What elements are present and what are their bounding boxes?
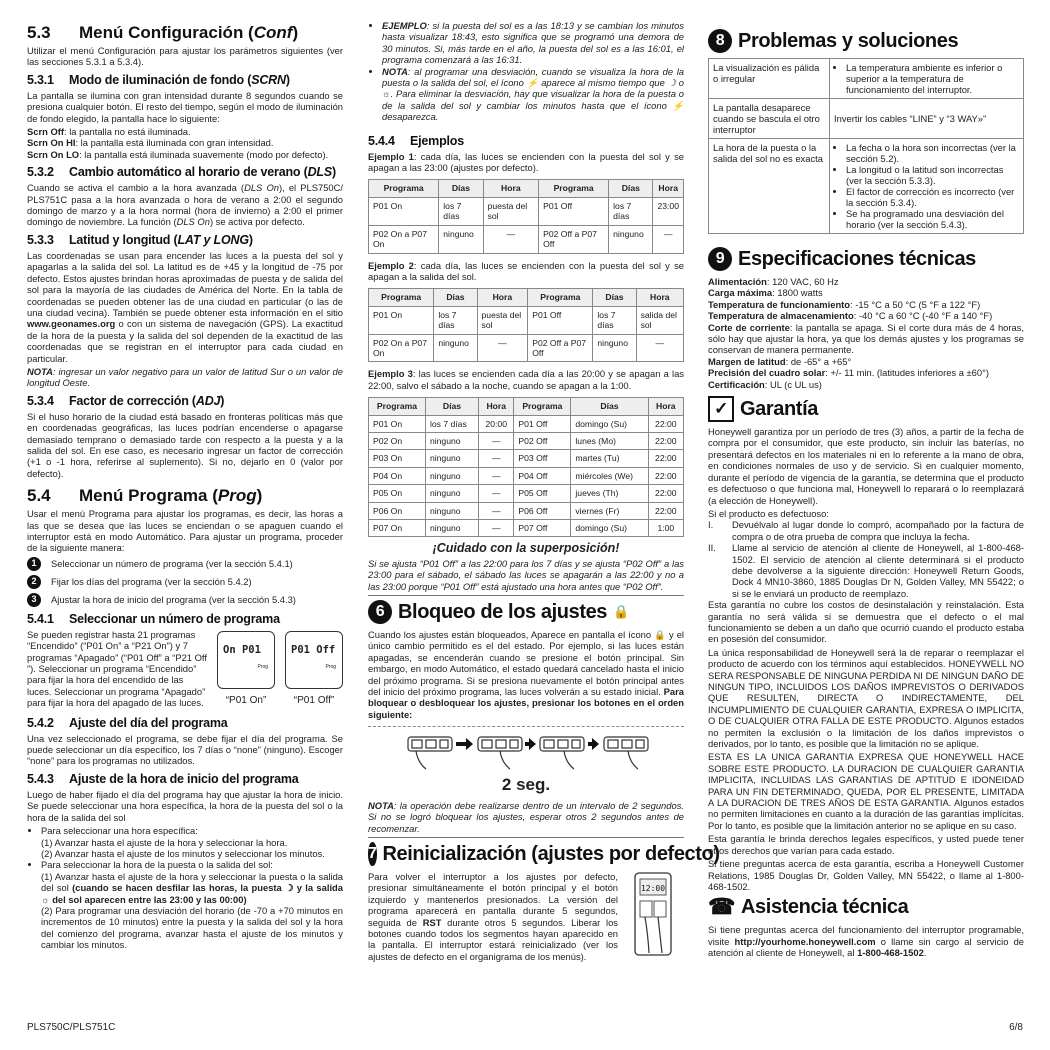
list-item: • Para seleccionar una hora específica: (1) Avanzar hasta el ajuste de la hora y seleccionar la hora. (2) Avanzar hasta el ajuste de los minutos y seleccionar los minutos. [41,825,343,859]
table-cell: puesta del sol [483,197,539,225]
problem-cell: La visualización es pálida o irregular [709,59,830,99]
list-item: • La temperatura ambiente es inferior o superior a la temperatura de funcionamiento del interruptor. [846,62,1019,95]
table-row [369,334,684,362]
table-cell: P02 On a P07 On [369,225,439,253]
warranty-step: II. Llame al servicio de atención al cliente de Honeywell, al 1-800-468-1502. El servicio de atención al cliente determinará si el producto debe devolverse a la siguiente dirección: Honeywell Return Goods, Dock 4 MN10-3860, 1885 Douglas Dr N, Golden Valley, MN 55422; o si se le enviará un producto de reemplazo. [708,542,1024,599]
table-row [369,415,684,432]
table-cell: ninguno [434,334,477,362]
heading-5-3: 5.3 Menú Configuración (Conf) [27,23,299,42]
spec-item: Margen de latitud: de -65° a +65° [708,355,852,367]
step-number-icon: 3 [27,593,41,607]
table-cell: P06 On [369,502,426,519]
table-header-row [369,398,684,415]
table-cell: viernes (Fr) [571,502,648,519]
problem-cell: La pantalla desaparece cuando se bascula el otro interruptor [709,99,830,139]
table-header-row [369,180,684,197]
table-cell: — [479,520,514,537]
table-row [369,225,684,253]
solution-cell [830,139,1024,234]
step-number-icon: 2 [27,575,41,589]
reset-block [368,871,684,964]
example-3-table [368,397,684,537]
table-cell: P05 Off [514,485,571,502]
middle-column [368,20,720,964]
support-link: http://yourhome.honeywell.com [734,935,876,947]
table-cell: 22:00 [648,415,683,432]
para-5-3-2: Cuando se activa el cambio a la hora avanzada (DLS On), el PLS750C/ PLS751C pasa a la hora avanzada o hora de verano a 2:00 el segundo domingo de marzo y a la hora normal (hora de invierno) a 2:00 el primer domingo de noviembre. La función (DLS On) se activa por defecto. [27,182,343,228]
lock-sequence-figure [368,726,684,793]
heading-5-3-4: 5.3.4 Factor de corrección (ADJ) [27,393,225,408]
heading-5-3-1: 5.3.1 Modo de iluminación de fondo (SCRN) [27,72,290,87]
geonames-link: www.geonames.org [27,318,116,330]
table-row [709,139,1024,234]
start-time-list [27,825,343,950]
list-item: • La longitud o la latitud son incorrectas (ver la sección 5.3.3). [846,164,1019,186]
table-row [369,502,684,519]
scrn-item: Scrn On HI: la pantalla está iluminada con gran intensidad. [27,137,274,149]
para-5-3-4: Si el huso horario de la ciudad está basado en fronteras políticas más que en coordenadas geográficas, las luces podrían encenderse o apagarse demasiado temprano o demasiado tarde con respecto a la puesta y a la salida del sol. En ese caso, es necesario ingresar un factor de corrección (+1 o -1 hora, referirse al suplemento). Si no, dejarlo en 0 (valor por defecto). [27,410,343,479]
table-cell: P02 Off a P07 Off [528,334,593,362]
step-number-icon: 1 [27,557,41,571]
table-cell: — [479,450,514,467]
step-item: 2 Fijar los días del programa (ver la sección 5.4.2) [27,575,343,589]
table-row [369,485,684,502]
list-item: • NOTA: al programar una desviación, cuando se visualiza la hora de la puesta o la salida del sol, el ícono ⚡ aparece al mismo tiempo que ☽ o ☼. Para eliminar la desviación, hay que visualizar la hora de la puesta o de la salida del sol y cambiar los minutos hasta que el ícono ⚡ desaparezca. [382,66,684,123]
para-6: Cuando los ajustes están bloqueados, Aparece en pantalla el ícono 🔒 y el único cambio permitido es el del estado. Por ejemplo, si las luces están apagadas, se encenderán cuando se presione el botón principal. Sin embargo, en modo Automático, el estado quedará cancelado hasta el inicio del próximo programa. Si se presiona nuevamente el botón principal antes del inicio del próximo programa, las luces volverán a su estado inicial. Para bloquear o desbloquear los ajustes, presionar los botones en el orden siguiente: [368,629,684,720]
table-cell: P01 On [369,415,426,432]
lock-icon: 🔒 [613,604,629,620]
table-cell: P01 On [369,197,439,225]
note-5-3-3: NOTA: ingresar un valor negativo para un valor de latitud Sur o un valor de longitud Oeste. [27,365,343,389]
warranty-steps [708,519,1024,599]
table-cell: salida del sol [636,306,683,334]
table-cell: domingo (Su) [571,415,648,432]
column-header: Hora [653,180,684,197]
specifications-list [708,276,1024,390]
table-cell: miércoles (We) [571,467,648,484]
table-cell: — [479,432,514,449]
table-cell: los 7 días [425,415,478,432]
table-cell: P01 Off [528,306,593,334]
lcd-screen-icon: On P01 Prog [217,631,275,689]
table-cell: jueves (Th) [571,485,648,502]
list-item: • EJEMPLO: si la puesta del sol es a las 18:13 y se cambian los minutos hasta visualizar 18:43, esto significa que se programó una demora de 30 minutos. Si, más tarde en el año, la puesta del sol es a las 16:01, el programa comenzará a las 16:31. [382,20,684,66]
table-cell: 23:00 [653,197,684,225]
heading-5-3-3: 5.3.3 Latitud y longitud (LAT y LONG) [27,232,253,247]
steps-list [27,557,343,607]
troubleshooting-table [708,58,1024,234]
heading-5-4-4: 5.4.4 Ejemplos [368,133,464,148]
heading-5-4-2: 5.4.2 Ajuste del día del programa [27,715,228,730]
table-cell: 20:00 [479,415,514,432]
table-cell: 22:00 [648,485,683,502]
table-cell: los 7 días [434,306,477,334]
table-row [369,197,684,225]
scrn-item: Scrn Off: la pantalla no está iluminada. [27,126,191,138]
column-header: Días [434,289,477,306]
section-number-icon: 6 [368,600,392,624]
example-1-text: Ejemplo 1: cada día, las luces se encienden con la puesta del sol y se apagan a las 23:00 (ajustes por defecto). [368,150,684,174]
column-header: Programa [369,289,434,306]
heading-6: 6 Bloqueo de los ajustes 🔒 [368,599,684,625]
example-2-table [368,288,684,362]
table-row [369,467,684,484]
solution-cell: Invertir los cables “LINE” y “3 WAY»” [830,99,1024,139]
overlap-warning: Si se ajusta “P01 Off” a las 22:00 para los 7 días y se ajusta “P02 Off” a las 23:00 para el sábado, el sábado las luces se apagarán a las 22:00 y no a las 23:00 porque “P01 Off” está ajustado una hora antes que “P02 Off”. [368,557,684,592]
offset-notes [368,20,684,123]
table-cell: 1:00 [648,520,683,537]
spec-item: Temperatura de funcionamiento: -15 °C a 50 °C (5 °F a 122 °F) [708,298,981,310]
table-cell: P02 Off a P07 Off [539,225,609,253]
column-header: Días [439,180,483,197]
para-5-4: Usar el menú Programa para ajustar los programas, es decir, las horas a las que se desea que las luces se enciendan o se apaguen cuando el interruptor está en modo Automático. Para ajustar un programa, proceder de la siguiente manera: [27,508,343,554]
example-1-table [368,179,684,253]
table-cell: — [479,485,514,502]
table-cell: lunes (Mo) [571,432,648,449]
table-cell: 22:00 [648,502,683,519]
table-cell: ninguno [609,225,653,253]
scrn-list [27,126,343,160]
list-item: • Para seleccionar la hora de la puesta o la salida del sol: (1) Avanzar hasta el ajuste de la hora y seleccionar la puesta o la salida del sol (cuando se hacen desfilar las horas, la puesta ☽ y la salida ☼ del sol aparecen entre las 23:00 y las 00:00) (2) Para programar una desviación del horario (de -70 a +70 minutos en incrementos de 10 minutos) entre la puesta y la salida del sol y la hora del comienzo del programa, avanzar hasta el ajuste de los minutos y cambiar los minutos. [41,859,343,950]
warranty-p5: ESTA ES LA UNICA GARANTIA EXPRESA QUE HONEYWELL HACE SOBRE ESTE PRODUCTO. LA DURACION DE CUALQUIER GARANTIA IMPLICITA, INCLUIDAS LAS GARANTIAS DE APTITUD E IDONEIDAD PARA UN FIN DETERMINADO, QUEDA, POR EL PRESENTE, LIMITADA A LA DURACION DE TRES AÑOS DE ESTA GARANTIA. Algunos estados no permiten limitaciones en cuanto a la duración de las garantías implícitas. Por lo tanto, es posible que la limitación anterior no se aplique en su caso. [708,751,1024,831]
reset-device-icon [626,871,680,959]
table-cell: los 7 días [593,306,636,334]
warranty-p3: Esta garantía no cubre los costos de desinstalación y reinstalación. Esta garantía no será válida si se demuestra que el defecto o el mal funcionamiento se deben a un daño que ocurrió cuando el producto estaba en posesión del consumidor. [708,599,1024,645]
lcd-screen-icon: P01 Off Prog [285,631,343,689]
example-2-text: Ejemplo 2: cada día, las luces se encienden con la puesta del sol y se apagan a la salida del sol. [368,259,684,282]
spec-item: Carga máxima: 1800 watts [708,287,823,299]
table-row [369,432,684,449]
column-header: Programa [514,398,571,415]
button-press-sequence-icon [368,731,684,773]
heading-5-4: 5.4 Menú Programa (Prog) [27,486,263,506]
footer-model: PLS750C/PLS751C [27,1022,116,1033]
column-header: Días [593,289,636,306]
table-cell: los 7 días [439,197,483,225]
spec-item: Precisión del cuadro solar: +/- 11 min. (latitudes inferiores a ±60°) [708,367,989,379]
column-header: Hora [648,398,683,415]
table-cell: P01 Off [539,197,609,225]
column-header: Programa [528,289,593,306]
spec-item: Temperatura de almacenamiento: -40 °C a 60 °C (-40 °F a 140 °F) [708,310,993,322]
table-cell: ninguno [425,467,478,484]
heading-warranty: ✓ Garantía [708,396,1024,422]
table-cell: ninguno [425,432,478,449]
telephone-icon: ☎ [708,894,736,920]
para-7: Para volver el interruptor a los ajustes por defecto, presionar simultáneamente el botón principal y el botón izquierdo y mantenerlos presionados. La versión del programa aparecerá en pantalla durante 5 segundos, seguida de RST durante otros 5 segundos. Liberar los botones cuando todos los segmentos hayan aparecido en la pantalla. El interruptor estará reinicializado (ver los ajustes de defecto en el organigrama de los menús). [368,870,618,962]
table-cell: — [479,467,514,484]
para-5-4-2: Una vez seleccionado el programa, se debe fijar el día del programa. Se puede seleccionar un día específico, los 7 días o “none” (ninguno). Escoger “none” para los programas no utilizados. [27,732,343,767]
list-item: • La fecha o la hora son incorrectas (ver la sección 5.2). [846,142,1019,164]
step-item: 1 Seleccionar un número de programa (ver la sección 5.4.1) [27,557,343,571]
spec-item: Certificación: UL (c UL us) [708,378,822,390]
lcd-examples [217,629,343,711]
table-cell: ninguno [425,502,478,519]
heading-5-3-2: 5.3.2 Cambio automático al horario de verano (DLS) [27,165,336,180]
table-cell: — [479,502,514,519]
table-cell: los 7 días [609,197,653,225]
table-cell: martes (Tu) [571,450,648,467]
table-row [369,306,684,334]
section-number-icon: 7 [368,842,377,866]
table-cell: P02 Off [514,432,571,449]
column-header: Hora [483,180,539,197]
column-header: Programa [369,180,439,197]
table-cell: 22:00 [648,467,683,484]
problem-cell: La hora de la puesta o la salida del sol no es exacta [709,139,830,234]
table-cell: P04 On [369,467,426,484]
table-cell: 22:00 [648,450,683,467]
column-header: Días [425,398,478,415]
table-cell: — [636,334,683,362]
column-header: Programa [369,398,426,415]
table-cell: — [477,334,528,362]
table-cell: P06 Off [514,502,571,519]
table-row [369,520,684,537]
table-row [709,99,1024,139]
right-column [708,20,1024,961]
svg-text:12:00: 12:00 [640,883,666,893]
spec-item: Corte de corriente: la pantalla se apaga. Si el corte dura más de 4 horas, sólo hay que ajustar la hora, ya que los demás ajustes y los programas se conservan de manera permanente. [708,321,1024,356]
table-cell: P03 On [369,450,426,467]
program-number-block [27,629,343,711]
caption-on: “P01 On” [225,695,267,707]
section-number-icon: 9 [708,247,732,271]
footer-page: 6/8 [1009,1022,1023,1033]
lcd-p01-off [285,631,343,711]
table-cell: — [483,225,539,253]
list-item: • El factor de corrección es incorrecto (ver la sección 5.3.4). [846,186,1019,208]
table-cell: P03 Off [514,450,571,467]
para-5-3-1: La pantalla se ilumina con gran intensidad durante 8 segundos cuando se presiona cualquier botón. El resto del tiempo, según el modo de iluminación de fondo elegido, la pantalla hace lo siguiente: [27,89,343,124]
table-cell: P01 On [369,306,434,334]
scrn-item: Scrn On LO: la pantalla está iluminada suavemente (modo por defecto). [27,148,329,160]
heading-support: ☎ Asistencia técnica [708,894,909,920]
column-header: Días [609,180,653,197]
step-item: 3 Ajustar la hora de inicio del programa (ver la sección 5.4.3) [27,593,343,607]
lcd-p01-on [217,631,275,711]
table-cell: ninguno [425,450,478,467]
para-5-3-3: Las coordenadas se usan para encender las luces a la puesta del sol y apagarlas a la salida del sol. La latitud es de +45 y la longitud de -75 por defecto. Estos ajustes brindan horas aproximadas de puesta y de salida del sol para la mayoría de las ciudades de América del Norte. En la tabla de coordenadas se pueden obtener las de una ciudad en particular (o las de una ciudad vecina). También se puede obtener esta información en el sitio www.geonames.org o con un sistema de navegación (GPS). La exactitud de la hora de la puesta y la salida del sol dependen de la exactitud de las coordenadas que se registran en el interruptor para cada ciudad en particular. [27,249,343,364]
table-cell: 22:00 [648,432,683,449]
heading-5-4-3: 5.4.3 Ajuste de la hora de inicio del programa [27,771,299,786]
warranty-step: I. Devuélvalo al lugar donde lo compró, acompañado por la factura de compra o de otra prueba de compra que incluya la fecha. [708,519,1024,542]
column-header: Hora [479,398,514,415]
para-5-4-1: Se pueden registrar hasta 21 programas “Encendido” (“P01 On” a “P21 On”) y 7 programas “Apagado” (“P01 Off” a “P21 Off ”). Seleccionar un programa “Encendido” para fijar la hora del encendido de las luces. Seleccionar un programa “Apagado” para fijar la hora del apagado de las luces. [27,628,207,709]
table-cell: ninguno [593,334,636,362]
table-header-row [369,289,684,306]
warranty-p4: La única responsabilidad de Honeywell será la de reparar o reemplazar el producto de acuerdo con los términos aquí establecidos. HONEYWELL NO SERA RESPONSABLE DE NINGUNA PERDIDA NI DE NINGUN DAÑO DE NINGUN TIPO, INCLUIDOS LOS DAÑOS IMPREVISTOS O DERIVADOS QUE RESULTEN, DIRECTA O INDIRECTAMENTE, DEL INCUMPLIMIENTO DE CUALQUIER GARANTIA, EXPRESA O IMPLICITA, O DE CUALQUIER OTRA FALLA DE ESTE PRODUCTO. Algunos estados no permiten la exclusión o la limitación de los daños imprevistos o derivados, por lo tanto, es posible que la limitación no se aplique. [708,646,1024,750]
note-6: NOTA: la operación debe realizarse dentro de un intervalo de 2 segundos. Si no se logró bloquear los ajustes, esperar otros 2 segundos antes de recomenzar. [368,799,684,834]
column-header: Hora [477,289,528,306]
left-column [27,20,343,951]
overlap-warning-title: ¡Cuidado con la superposición! [432,541,620,556]
warranty-p6: Esta garantía le brinda derechos legales específicos, y usted puede tener otros derechos que varían para cada estado. [708,833,1024,856]
table-row [709,59,1024,99]
list-item: • Se ha programado una desviación del horario (ver la sección 5.4.3). [846,208,1019,230]
table-cell: domingo (Su) [571,520,648,537]
example-3-text: Ejemplo 3: las luces se encienden cada día a las 20:00 y se apagan a las 22:00, salvo el sábado a la noche, cuando se apagan a la 1:00. [368,368,684,391]
two-seconds-label: 2 seg. [501,774,551,794]
table-row [369,450,684,467]
column-header: Hora [636,289,683,306]
table-cell: P02 On a P07 On [369,334,434,362]
table-cell: P02 On [369,432,426,449]
table-cell: ninguno [439,225,483,253]
spec-item: Alimentación: 120 VAC, 60 Hz [708,276,839,287]
para-5-3: Utilizar el menú Configuración para ajustar los parámetros siguientes (ver las secciones 5.3.1 a 5.3.4). [27,45,343,68]
warranty-p1: Honeywell garantiza por un período de tres (3) años, a partir de la fecha de compra por el consumidor, que este producto, sin incluir las baterías, no presentará defectos en los materiales ni en lo referente a la mano de obra, en condiciones normales de uso y de servicio. Si en cualquier momento, durante el período de vigencia de la garantía, se determina que el producto es defectuoso o que funciona mal, Honeywell lo reparará o lo reemplazará (a elección de Honeywell). [708,426,1024,506]
heading-8: 8 Problemas y soluciones [708,28,1024,54]
column-header: Programa [539,180,609,197]
table-cell: — [653,225,684,253]
caption-off: “P01 Off” [293,695,335,707]
section-number-icon: 8 [708,29,732,53]
solution-cell [830,59,1024,99]
table-cell: ninguno [425,520,478,537]
support-text: Si tiene preguntas acerca del funcionamiento del interruptor programable, visite http://yourhome.honeywell.com o llame sin cargo al servicio de atención al cliente de Honeywell, al 1-800-468-1502. [708,924,1024,959]
table-cell: P04 Off [514,467,571,484]
checkbox-icon: ✓ [708,396,734,422]
warranty-p7: Si tiene preguntas acerca de esta garantía, escriba a Honeywell Customer Relations, 1985 Douglas Dr, Golden Valley, MN 55422, o llame al 1-800-468-1502. [708,858,1024,892]
table-cell: P07 Off [514,520,571,537]
table-cell: ninguno [425,485,478,502]
heading-7: 7 Reinicialización (ajustes por defecto) [368,842,720,865]
heading-5-4-1: 5.4.1 Seleccionar un número de programa [27,611,280,626]
heading-9: 9 Especificaciones técnicas [708,246,1024,272]
table-cell: P01 Off [514,415,571,432]
table-cell: P05 On [369,485,426,502]
column-header: Días [571,398,648,415]
warranty-p2: Si el producto es defectuoso: [708,507,829,519]
para-5-4-3: Luego de haber fijado el día del programa hay que ajustar la hora de inicio. Se puede seleccionar una hora específica, la hora de la puesta del sol o la hora de la salida del sol [27,788,343,823]
support-phone: 1-800-468-1502 [857,947,924,959]
table-cell: puesta del sol [477,306,528,334]
table-cell: P07 On [369,520,426,537]
